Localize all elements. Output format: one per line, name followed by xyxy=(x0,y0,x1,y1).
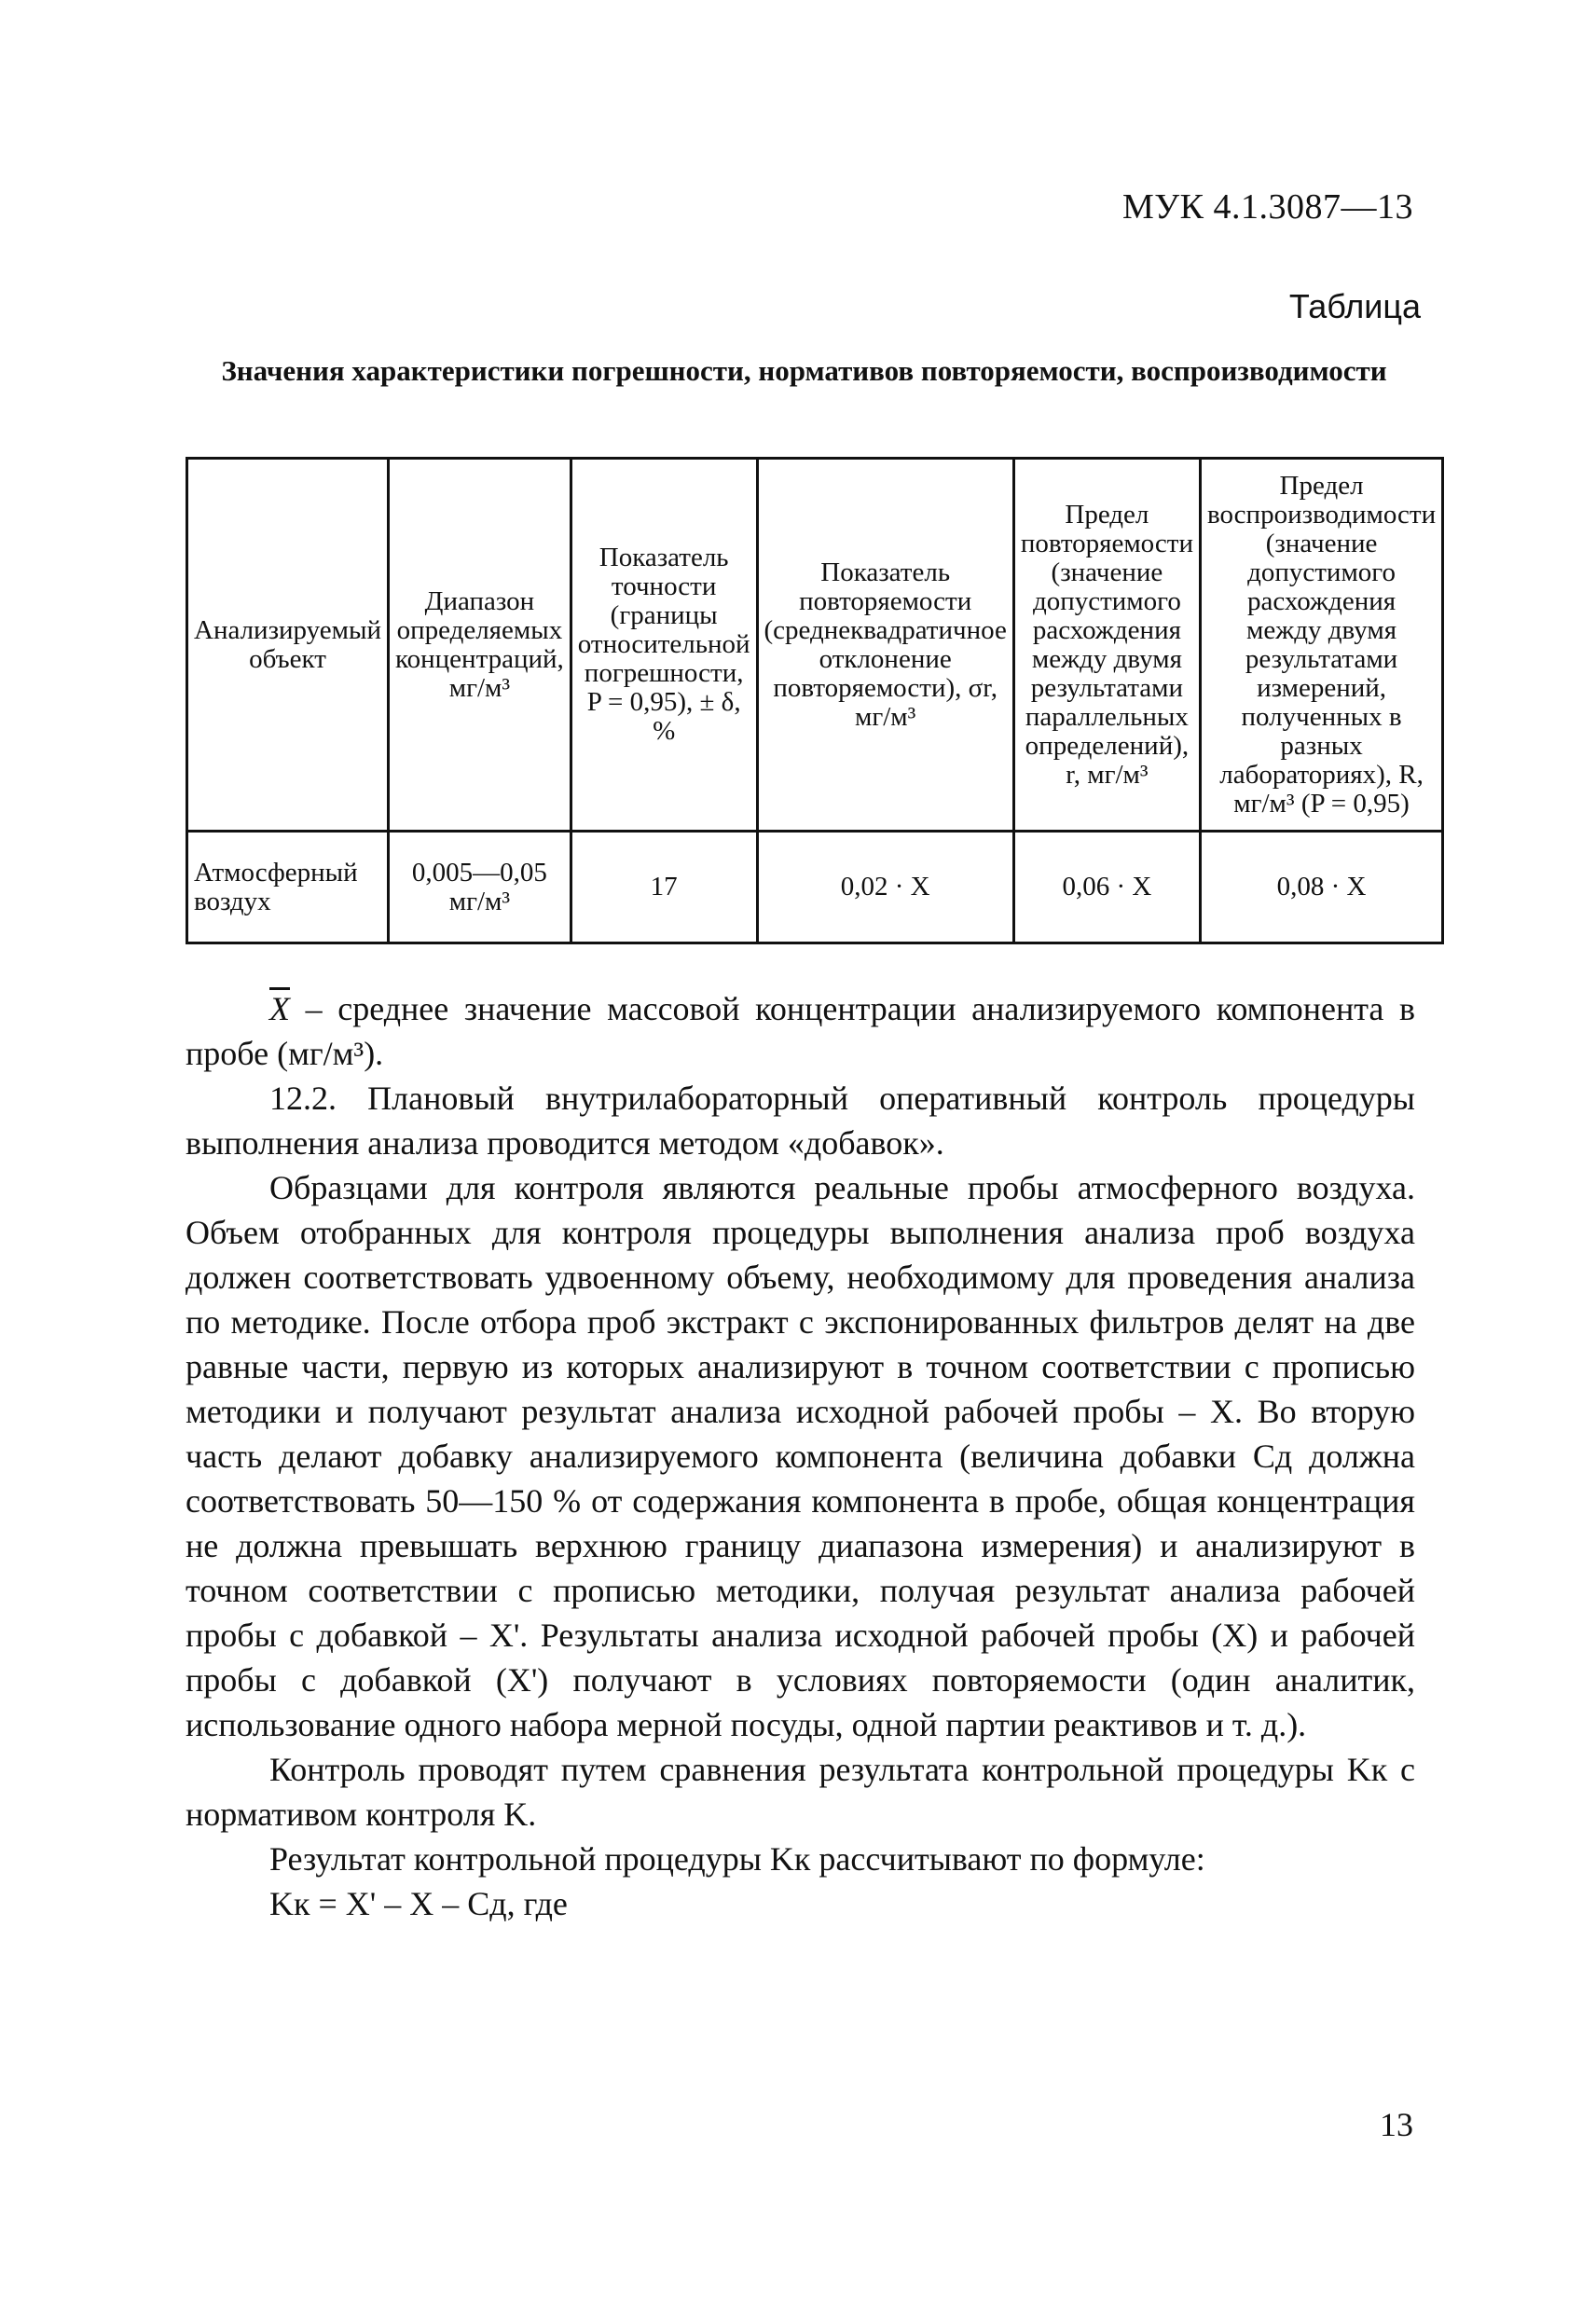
repeatability-indicator-cell: 0,02 · X xyxy=(757,832,1013,943)
object-cell: Атмосферный воздух xyxy=(187,832,389,943)
range-cell: 0,005—0,05 мг/м³ xyxy=(389,832,571,943)
accuracy-cell: 17 xyxy=(571,832,757,943)
body-text xyxy=(186,986,1415,1926)
header-cell: Предел повторяемости (значение допустимого расхождения между двумя результатами параллельных определений), r, мг/м³ xyxy=(1013,459,1200,832)
header-cell: Анализируемый объект xyxy=(187,459,389,832)
document-code: МУК 4.1.3087—13 xyxy=(1121,187,1413,227)
paragraph: Образцами для контроля являются реальные пробы атмосферного воздуха. Объем отобранных для контроля процедуры выполнения анализа проб воздуха должен соответствовать удвоенному объему, необходимому для проведения анализа по методике. После отбора проб экстракт с экспонированных фильтров делят на две равные части, первую из которых анализируют в точном соответствии с прописью методики и получают результат анализа исходной рабочей пробы – X. Во вторую часть делают добавку анализируемого компонента (величина добавки Cд должна соответствовать 50—150 % от содержания компонента в пробе, общая концентрация не должна превышать верхнюю границу диапазона измерения) и анализируют в точном соответствии с прописью методики, получая результат анализа рабочей пробы с добавкой – X'. Результаты анализа исходной рабочей пробы (X) и рабочей пробы с добавкой (X') получают в условиях повторяемости (один аналитик, использование одного набора мерной посуды, одной партии реактивов и т. д.). xyxy=(186,1169,1415,1743)
table-row xyxy=(187,832,1443,943)
table-header-row xyxy=(187,459,1443,832)
xbar-note: – среднее значение массовой концентрации анализируемого компонента в пробе (мг/м³). xyxy=(186,990,1415,1072)
repeatability-limit-cell: 0,06 · X xyxy=(1013,832,1200,943)
xbar-note-paragraph xyxy=(186,986,1415,1076)
header-cell: Показатель повторяемости (среднеквадратичное отклонение повторяемости), σr, мг/м³ xyxy=(757,459,1013,832)
paragraph: Результат контрольной процедуры Kк рассчитывают по формуле: xyxy=(269,1840,1205,1878)
page-number: 13 xyxy=(1380,2106,1413,2143)
paragraph: 12.2. Плановый внутрилабораторный оперативный контроль процедуры выполнения анализа проводится методом «добавок». xyxy=(186,1080,1415,1162)
header-cell: Диапазон определяемых концентраций, мг/м³ xyxy=(389,459,571,832)
table-label: Таблица xyxy=(1288,287,1421,325)
characteristics-table xyxy=(186,457,1444,944)
header-cell: Показатель точности (границы относительной погрешности, P = 0,95), ± δ, % xyxy=(571,459,757,832)
header-cell: Предел воспроизводимости (значение допустимого расхождения между двумя результатами измерений, полученных в разных лабораториях), R, мг/м³ (P = 0,95) xyxy=(1200,459,1442,832)
paragraph: Контроль проводят путем сравнения результата контрольной процедуры Kк с нормативом контроля K. xyxy=(186,1751,1415,1833)
reproducibility-limit-cell: 0,08 · X xyxy=(1200,832,1442,943)
table-title: Значения характеристики погрешности, нормативов повторяемости, воспроизводимости xyxy=(221,354,1387,387)
formula: Kк = X' – X – Cд, где xyxy=(269,1885,568,1922)
xbar-symbol: $\overline{X}$ xyxy=(269,990,290,1027)
